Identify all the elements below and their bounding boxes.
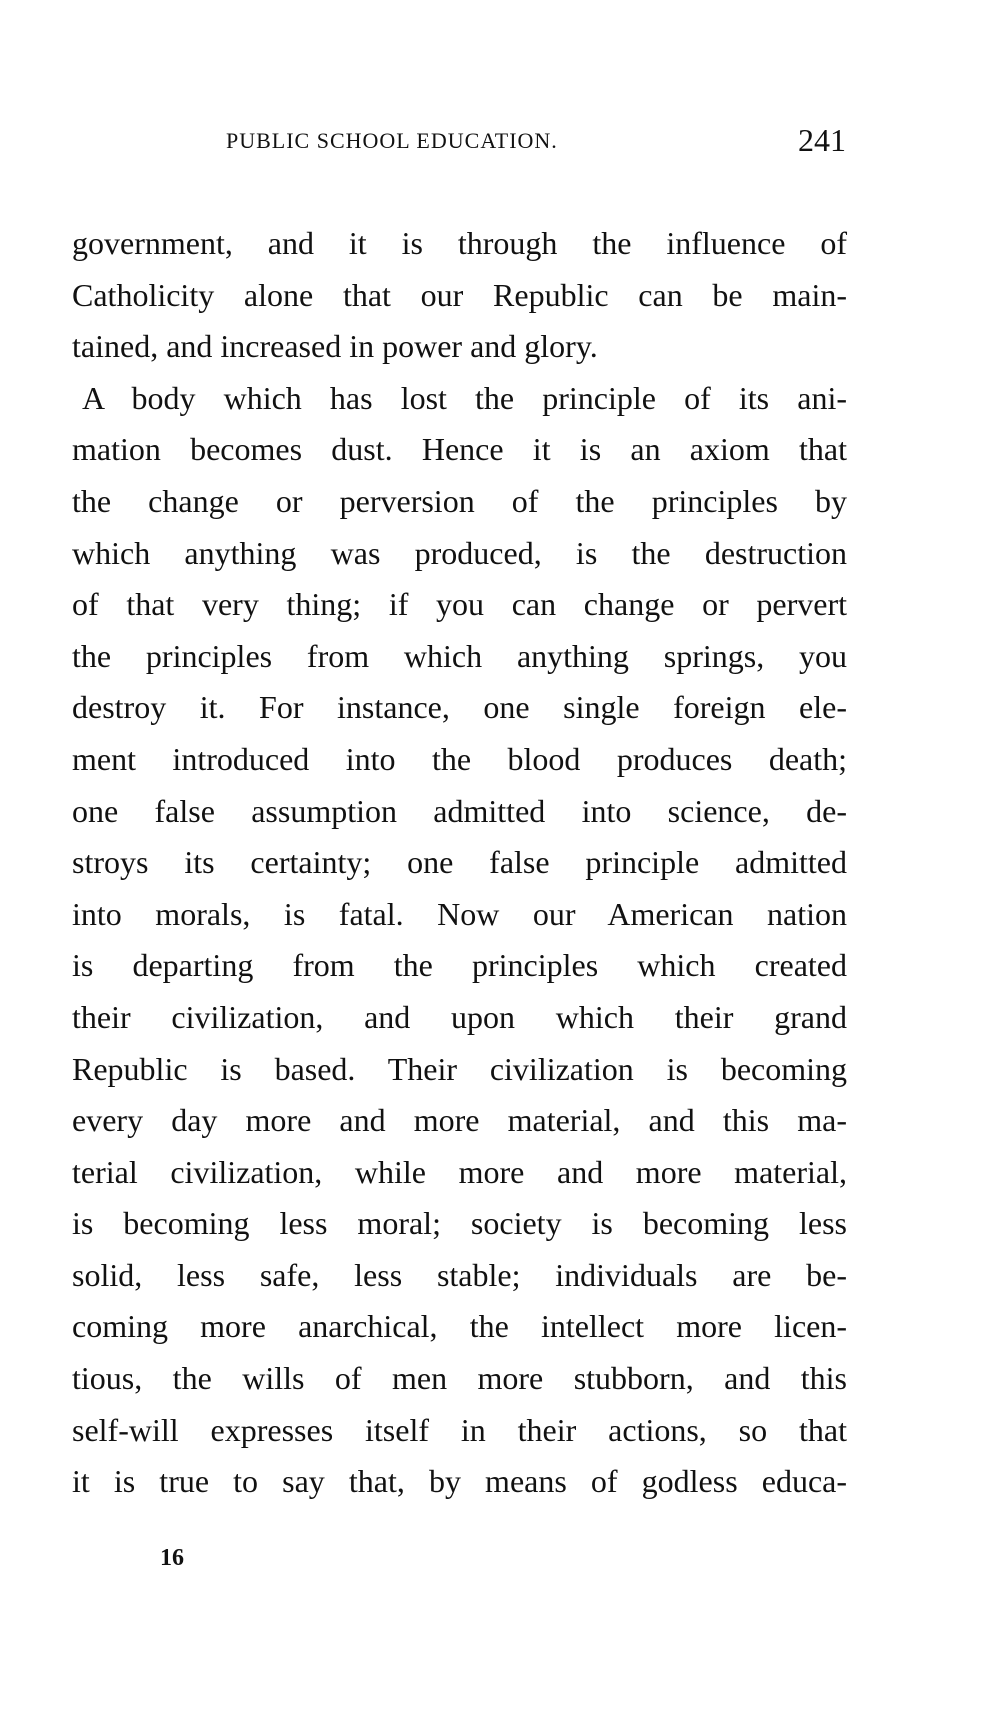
text-line: one false assumption admitted into science, de- xyxy=(72,792,847,829)
text-line: Catholicity alone that our Republic can be main- xyxy=(72,276,847,313)
text-line: Republic is based. Their civilization is becoming xyxy=(72,1050,847,1087)
text-line: it is true to say that, by means of godless educa- xyxy=(72,1463,847,1500)
page-number: 241 xyxy=(798,122,846,158)
text-line: mation becomes dust. Hence it is an axiom that xyxy=(72,431,847,468)
text-line: A body which has lost the principle of its ani- xyxy=(82,379,847,416)
text-line: the change or perversion of the principles by xyxy=(72,482,847,519)
text-line: every day more and more material, and this ma- xyxy=(72,1102,847,1139)
text-line: is becoming less moral; society is becoming less xyxy=(72,1205,847,1242)
running-title: PUBLIC SCHOOL EDUCATION. xyxy=(226,128,558,153)
text-line: stroys its certainty; one false principle admitted xyxy=(72,844,847,881)
page-header xyxy=(226,122,846,162)
text-line: government, and it is through the influence of xyxy=(72,225,847,261)
text-line: is departing from the principles which created xyxy=(72,947,847,984)
text-line: solid, less safe, less stable; individuals are be- xyxy=(72,1256,847,1293)
text-line: tained, and increased in power and glory. xyxy=(72,328,598,365)
text-line: of that very thing; if you can change or pervert xyxy=(72,586,847,623)
text-line: which anything was produced, is the destruction xyxy=(72,534,847,571)
text-line: into morals, is fatal. Now our American nation xyxy=(72,895,847,932)
text-line: self-will expresses itself in their actions, so that xyxy=(72,1411,847,1448)
text-line: their civilization, and upon which their grand xyxy=(72,998,847,1035)
text-line: terial civilization, while more and more material, xyxy=(72,1153,847,1190)
text-line: destroy it. For instance, one single foreign ele- xyxy=(72,689,847,726)
text-line: tious, the wills of men more stubborn, and this xyxy=(72,1360,847,1397)
text-line: ment introduced into the blood produces death; xyxy=(72,740,847,777)
body-text xyxy=(72,218,847,1508)
signature-mark: 16 xyxy=(160,1545,184,1571)
text-line: the principles from which anything springs, you xyxy=(72,637,847,674)
text-line: coming more anarchical, the intellect more licen- xyxy=(72,1308,847,1345)
